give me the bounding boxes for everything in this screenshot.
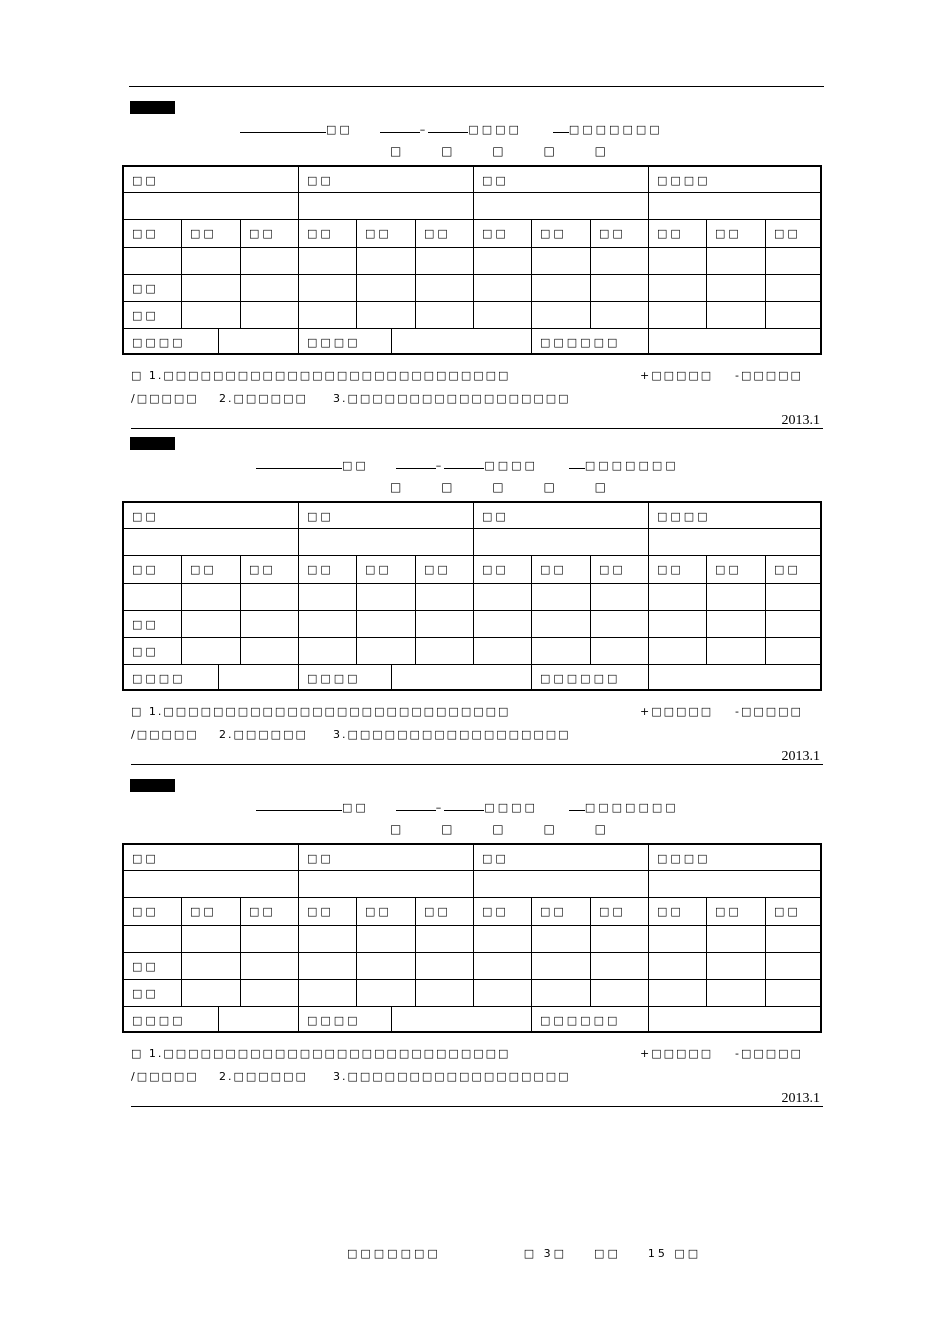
data-cell[interactable] <box>182 611 241 638</box>
column-label: □□ <box>241 220 299 248</box>
column-label: □□ <box>474 556 532 584</box>
page-footer <box>347 1247 701 1260</box>
data-cell[interactable] <box>766 926 822 953</box>
note-plus: +□□□□□ <box>640 369 714 382</box>
form-grid <box>122 843 822 1033</box>
data-cell[interactable] <box>591 302 649 329</box>
header-text-1: □□ <box>342 801 369 814</box>
data-cell[interactable] <box>707 584 766 611</box>
data-cell[interactable] <box>241 584 299 611</box>
form-header: □□ – □□□□ □□□□□□□ <box>240 121 663 136</box>
note-line-2c: 3.□□□□□□□□□□□□□□□□□□ <box>333 728 571 741</box>
data-cell[interactable] <box>707 926 766 953</box>
data-cell[interactable] <box>241 638 299 665</box>
data-cell[interactable] <box>766 248 822 275</box>
field-label: □□ <box>124 503 299 529</box>
header-text-2: □□□□ <box>484 459 538 472</box>
data-cell[interactable] <box>299 638 357 665</box>
data-cell[interactable] <box>299 926 357 953</box>
column-label: □□ <box>124 220 182 248</box>
blank-underline[interactable] <box>553 121 569 133</box>
column-label: □□ <box>241 898 299 926</box>
field-input[interactable] <box>649 529 822 556</box>
data-cell[interactable] <box>416 953 474 980</box>
field-label: □□ <box>124 167 299 193</box>
field-label: □□□□ <box>649 503 822 529</box>
note-plus: +□□□□□ <box>640 705 714 718</box>
data-cell[interactable] <box>182 302 241 329</box>
data-cell[interactable] <box>124 926 182 953</box>
column-label: □□ <box>241 556 299 584</box>
data-cell[interactable] <box>124 248 182 275</box>
form-grid <box>122 501 822 691</box>
data-cell[interactable] <box>416 302 474 329</box>
data-cell[interactable] <box>299 275 357 302</box>
data-cell[interactable] <box>474 953 532 980</box>
form-title: □ □ □ □ □ <box>390 822 624 836</box>
data-cell[interactable] <box>416 638 474 665</box>
row-label: □□ <box>124 953 182 980</box>
column-label: □□ <box>707 898 766 926</box>
data-cell[interactable] <box>707 302 766 329</box>
data-cell[interactable] <box>532 611 591 638</box>
data-cell[interactable] <box>357 638 416 665</box>
form-block <box>0 101 950 441</box>
data-cell[interactable] <box>474 584 532 611</box>
note-line-2b: 2.□□□□□□ <box>219 728 308 741</box>
data-cell[interactable] <box>474 275 532 302</box>
data-cell[interactable] <box>182 584 241 611</box>
data-cell[interactable] <box>591 953 649 980</box>
column-label: □□ <box>766 556 822 584</box>
data-cell[interactable] <box>649 611 707 638</box>
field-label: □□ <box>474 845 649 871</box>
data-cell[interactable] <box>241 953 299 980</box>
column-label: □□ <box>532 220 591 248</box>
footer-total-pages: 15 □□ <box>647 1247 702 1260</box>
data-cell[interactable] <box>416 275 474 302</box>
column-label: □□ <box>707 556 766 584</box>
data-cell[interactable] <box>241 926 299 953</box>
data-cell[interactable] <box>649 638 707 665</box>
column-label: □□ <box>299 898 357 926</box>
field-label: □□ <box>299 503 474 529</box>
column-label: □□ <box>124 898 182 926</box>
data-cell[interactable] <box>416 926 474 953</box>
blank-underline[interactable] <box>396 799 436 811</box>
data-cell[interactable] <box>474 248 532 275</box>
summary-label: □□□□□□ <box>532 1007 649 1033</box>
column-label: □□ <box>591 220 649 248</box>
note-minus: -□□□□□ <box>735 705 803 718</box>
column-label: □□ <box>357 220 416 248</box>
data-cell[interactable] <box>766 584 822 611</box>
row-label: □□ <box>124 980 182 1007</box>
form-date: 2013.1 <box>781 749 820 764</box>
field-input[interactable] <box>474 871 649 898</box>
column-label: □□ <box>591 898 649 926</box>
column-label: □□ <box>474 898 532 926</box>
summary-label: □□□□ <box>124 1007 219 1033</box>
data-cell[interactable] <box>766 638 822 665</box>
blank-underline[interactable] <box>240 121 326 133</box>
summary-input[interactable] <box>649 329 822 355</box>
data-cell[interactable] <box>182 953 241 980</box>
form-block <box>0 779 950 1119</box>
data-cell[interactable] <box>532 584 591 611</box>
summary-input[interactable] <box>649 1007 822 1033</box>
bottom-rule <box>131 764 823 765</box>
form-header: □□ – □□□□ □□□□□□□ <box>256 457 679 472</box>
summary-label: □□□□ <box>299 665 392 691</box>
column-label: □□ <box>182 898 241 926</box>
column-label: □□ <box>532 898 591 926</box>
blank-underline[interactable] <box>569 457 585 469</box>
data-cell[interactable] <box>707 953 766 980</box>
column-label: □□ <box>357 556 416 584</box>
header-text-1: □□ <box>326 123 353 136</box>
field-input[interactable] <box>124 871 299 898</box>
data-cell[interactable] <box>474 638 532 665</box>
data-cell[interactable] <box>182 980 241 1007</box>
data-cell[interactable] <box>532 638 591 665</box>
column-label: □□ <box>766 898 822 926</box>
data-cell[interactable] <box>416 248 474 275</box>
field-input[interactable] <box>299 529 474 556</box>
data-cell[interactable] <box>357 611 416 638</box>
data-cell[interactable] <box>649 248 707 275</box>
field-input[interactable] <box>299 193 474 220</box>
column-label: □□ <box>766 220 822 248</box>
column-label: □□ <box>299 556 357 584</box>
data-cell[interactable] <box>532 302 591 329</box>
column-label: □□ <box>182 556 241 584</box>
data-cell[interactable] <box>299 302 357 329</box>
summary-label: □□□□ <box>299 329 392 355</box>
summary-input[interactable] <box>219 1007 299 1033</box>
data-cell[interactable] <box>299 248 357 275</box>
data-cell[interactable] <box>299 611 357 638</box>
data-cell[interactable] <box>357 275 416 302</box>
note-line-1: □ 1.□□□□□□□□□□□□□□□□□□□□□□□□□□□□ <box>131 1047 511 1060</box>
column-label: □□ <box>474 220 532 248</box>
data-cell[interactable] <box>474 926 532 953</box>
field-label: □□ <box>124 845 299 871</box>
field-input[interactable] <box>124 193 299 220</box>
summary-label: □□□□ <box>124 665 219 691</box>
form-date: 2013.1 <box>781 413 820 428</box>
data-cell[interactable] <box>241 980 299 1007</box>
column-label: □□ <box>649 898 707 926</box>
data-cell[interactable] <box>241 302 299 329</box>
data-cell[interactable] <box>357 953 416 980</box>
blank-underline[interactable] <box>380 121 420 133</box>
blank-underline[interactable] <box>428 121 468 133</box>
data-cell[interactable] <box>649 926 707 953</box>
data-cell[interactable] <box>299 584 357 611</box>
data-cell[interactable] <box>299 980 357 1007</box>
header-text-3: □□□□□□□ <box>584 801 679 814</box>
data-cell[interactable] <box>532 926 591 953</box>
data-cell[interactable] <box>357 584 416 611</box>
data-cell[interactable] <box>707 248 766 275</box>
data-cell[interactable] <box>182 275 241 302</box>
data-cell[interactable] <box>591 980 649 1007</box>
data-cell[interactable] <box>766 275 822 302</box>
data-cell[interactable] <box>241 611 299 638</box>
field-label: □□ <box>299 167 474 193</box>
column-label: □□ <box>416 556 474 584</box>
summary-input[interactable] <box>219 665 299 691</box>
blank-underline[interactable] <box>569 799 585 811</box>
summary-input[interactable] <box>392 329 532 355</box>
data-cell[interactable] <box>591 638 649 665</box>
note-minus: -□□□□□ <box>735 369 803 382</box>
column-label: □□ <box>416 220 474 248</box>
field-label: □□ <box>299 845 474 871</box>
data-cell[interactable] <box>416 611 474 638</box>
column-label: □□ <box>299 220 357 248</box>
data-cell[interactable] <box>416 584 474 611</box>
note-line-2c: 3.□□□□□□□□□□□□□□□□□□ <box>333 1070 571 1083</box>
column-label: □□ <box>182 220 241 248</box>
blank-underline[interactable] <box>256 799 342 811</box>
data-cell[interactable] <box>649 953 707 980</box>
data-cell[interactable] <box>357 926 416 953</box>
data-cell[interactable] <box>357 248 416 275</box>
row-label: □□ <box>124 638 182 665</box>
field-label: □□ <box>474 167 649 193</box>
footer-page-number: □ 3□ <box>523 1247 568 1260</box>
form-grid <box>122 165 822 355</box>
data-cell[interactable] <box>299 953 357 980</box>
data-cell[interactable] <box>649 302 707 329</box>
column-label: □□ <box>124 556 182 584</box>
row-label: □□ <box>124 302 182 329</box>
bottom-rule <box>131 1106 823 1107</box>
blank-underline[interactable] <box>396 457 436 469</box>
data-cell[interactable] <box>182 638 241 665</box>
summary-label: □□□□ <box>124 329 219 355</box>
form-title: □ □ □ □ □ <box>390 480 624 494</box>
summary-input[interactable] <box>392 665 532 691</box>
data-cell[interactable] <box>707 638 766 665</box>
data-cell[interactable] <box>182 248 241 275</box>
footer-mid: □□ <box>594 1247 621 1260</box>
summary-label: □□□□□□ <box>532 665 649 691</box>
note-line-2a: /□□□□□ <box>131 728 199 741</box>
data-cell[interactable] <box>532 275 591 302</box>
data-cell[interactable] <box>357 980 416 1007</box>
blank-underline[interactable] <box>444 457 484 469</box>
column-label: □□ <box>707 220 766 248</box>
blank-underline[interactable] <box>444 799 484 811</box>
data-cell[interactable] <box>707 611 766 638</box>
data-cell[interactable] <box>474 611 532 638</box>
header-text-1: □□ <box>342 459 369 472</box>
summary-label: □□□□□□ <box>532 329 649 355</box>
column-label: □□ <box>649 556 707 584</box>
section-tag <box>130 437 175 450</box>
form-title: □ □ □ □ □ <box>390 144 624 158</box>
column-label: □□ <box>416 898 474 926</box>
form-block <box>0 437 950 777</box>
note-line-1: □ 1.□□□□□□□□□□□□□□□□□□□□□□□□□□□□ <box>131 369 511 382</box>
column-label: □□ <box>532 556 591 584</box>
bottom-rule <box>131 428 823 429</box>
data-cell[interactable] <box>532 980 591 1007</box>
data-cell[interactable] <box>241 248 299 275</box>
note-line-2a: /□□□□□ <box>131 392 199 405</box>
column-label: □□ <box>649 220 707 248</box>
data-cell[interactable] <box>532 953 591 980</box>
data-cell[interactable] <box>474 980 532 1007</box>
header-text-2: □□□□ <box>484 801 538 814</box>
data-cell[interactable] <box>241 275 299 302</box>
data-cell[interactable] <box>766 611 822 638</box>
field-input[interactable] <box>474 193 649 220</box>
field-input[interactable] <box>124 529 299 556</box>
data-cell[interactable] <box>649 584 707 611</box>
column-label: □□ <box>357 898 416 926</box>
field-input[interactable] <box>474 529 649 556</box>
form-date: 2013.1 <box>781 1091 820 1106</box>
section-tag <box>130 101 175 114</box>
summary-input[interactable] <box>392 1007 532 1033</box>
data-cell[interactable] <box>416 980 474 1007</box>
data-cell[interactable] <box>707 980 766 1007</box>
summary-input[interactable] <box>649 665 822 691</box>
summary-label: □□□□ <box>299 1007 392 1033</box>
note-line-2b: 2.□□□□□□ <box>219 392 308 405</box>
section-tag <box>130 779 175 792</box>
column-label: □□ <box>591 556 649 584</box>
data-cell[interactable] <box>182 926 241 953</box>
note-plus: +□□□□□ <box>640 1047 714 1060</box>
field-label: □□ <box>474 503 649 529</box>
note-line-2a: /□□□□□ <box>131 1070 199 1083</box>
field-input[interactable] <box>649 871 822 898</box>
data-cell[interactable] <box>649 980 707 1007</box>
header-text-3: □□□□□□□ <box>584 459 679 472</box>
note-line-2c: 3.□□□□□□□□□□□□□□□□□□ <box>333 392 571 405</box>
footer-label: □□□□□□□ <box>347 1247 441 1260</box>
blank-underline[interactable] <box>256 457 342 469</box>
note-minus: -□□□□□ <box>735 1047 803 1060</box>
note-line-2b: 2.□□□□□□ <box>219 1070 308 1083</box>
row-label: □□ <box>124 275 182 302</box>
data-cell[interactable] <box>591 584 649 611</box>
data-cell[interactable] <box>766 302 822 329</box>
data-cell[interactable] <box>532 248 591 275</box>
row-label: □□ <box>124 611 182 638</box>
data-cell[interactable] <box>591 275 649 302</box>
top-rule <box>129 86 824 87</box>
data-cell[interactable] <box>124 584 182 611</box>
data-cell[interactable] <box>591 248 649 275</box>
field-label: □□□□ <box>649 845 822 871</box>
data-cell[interactable] <box>474 302 532 329</box>
data-cell[interactable] <box>766 980 822 1007</box>
field-input[interactable] <box>649 193 822 220</box>
field-label: □□□□ <box>649 167 822 193</box>
form-header: □□ – □□□□ □□□□□□□ <box>256 799 679 814</box>
data-cell[interactable] <box>591 611 649 638</box>
data-cell[interactable] <box>707 275 766 302</box>
note-line-1: □ 1.□□□□□□□□□□□□□□□□□□□□□□□□□□□□ <box>131 705 511 718</box>
data-cell[interactable] <box>649 275 707 302</box>
field-input[interactable] <box>299 871 474 898</box>
data-cell[interactable] <box>357 302 416 329</box>
data-cell[interactable] <box>766 953 822 980</box>
header-text-3: □□□□□□□ <box>568 123 663 136</box>
summary-input[interactable] <box>219 329 299 355</box>
header-text-2: □□□□ <box>468 123 522 136</box>
data-cell[interactable] <box>591 926 649 953</box>
